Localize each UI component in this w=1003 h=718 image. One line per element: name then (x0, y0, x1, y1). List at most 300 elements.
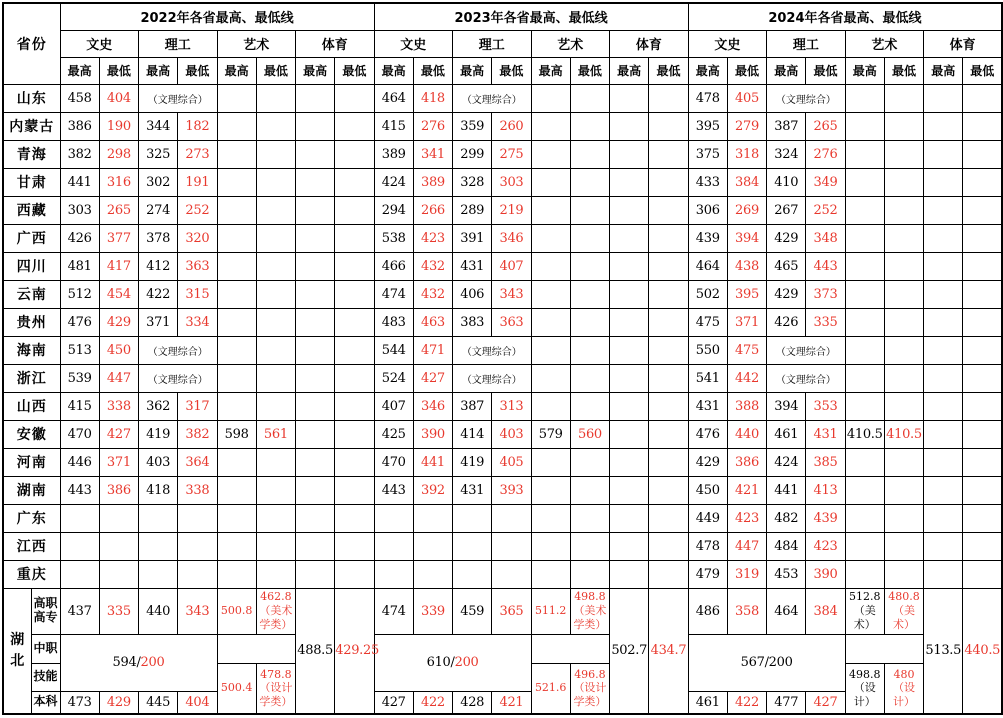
score-cell (884, 224, 923, 252)
score-cell: 415 (374, 112, 413, 140)
score-cell: 464 (374, 84, 413, 112)
score-cell (963, 448, 1002, 476)
score-cell (963, 84, 1002, 112)
score-cell (845, 280, 884, 308)
score-cell (884, 560, 923, 588)
score-cell (374, 532, 413, 560)
score-cell: 418 (413, 84, 452, 112)
score-cell (256, 364, 295, 392)
score-cell (845, 84, 884, 112)
combined-note-cell: （文理综合） (767, 336, 846, 364)
score-cell: 371 (727, 308, 766, 336)
score-cell: 302 (139, 168, 178, 196)
min-score-header: 最低 (492, 57, 531, 84)
score-cell: 478 (688, 84, 727, 112)
score-cell (610, 224, 649, 252)
score-cell (570, 224, 609, 252)
score-cell (845, 504, 884, 532)
art-score-cell (570, 588, 609, 634)
year-group-title: 2024年各省最高、最低线 (688, 3, 1002, 30)
score-cell (963, 224, 1002, 252)
subject-header: 体育 (924, 30, 1003, 57)
score-cell (531, 168, 570, 196)
score-cell (649, 364, 688, 392)
score-cell (178, 504, 217, 532)
empty-art-cell (845, 634, 924, 663)
score-cell (610, 336, 649, 364)
score-cell (570, 280, 609, 308)
score-cell: 339 (413, 588, 452, 634)
score-cell: 461 (688, 691, 727, 714)
score-cell: 513 (60, 336, 99, 364)
score-cell: 373 (806, 280, 845, 308)
score-cell: 382 (60, 140, 99, 168)
score-cell (963, 420, 1002, 448)
score-cell (924, 504, 963, 532)
score-cell: 346 (413, 392, 452, 420)
score-cell (845, 364, 884, 392)
score-cell: 294 (374, 196, 413, 224)
score-cell (610, 84, 649, 112)
score-cell: 341 (413, 140, 452, 168)
score-cell (217, 476, 256, 504)
score-cell (924, 308, 963, 336)
score-cell (924, 336, 963, 364)
score-cell: 386 (60, 112, 99, 140)
score-cell: 316 (99, 168, 138, 196)
score-cell: 421 (727, 476, 766, 504)
score-cell (296, 140, 335, 168)
score-cell: 353 (806, 392, 845, 420)
art-score-cell (884, 588, 923, 634)
combined-note-cell: （文理综合） (453, 336, 532, 364)
score-cell: 317 (178, 392, 217, 420)
score-cell: 432 (413, 280, 452, 308)
score-cell: 458 (60, 84, 99, 112)
score-cell: 325 (139, 140, 178, 168)
score-cell (963, 392, 1002, 420)
score-cell: 389 (374, 140, 413, 168)
score-cell: 441 (767, 476, 806, 504)
score-cell (610, 476, 649, 504)
score-cell: 561 (256, 420, 295, 448)
score-cell (296, 364, 335, 392)
score-cell: 313 (492, 392, 531, 420)
score-cell (453, 560, 492, 588)
score-cell: 450 (688, 476, 727, 504)
score-cell: 306 (688, 196, 727, 224)
score-cell: 303 (60, 196, 99, 224)
score-cell (335, 448, 374, 476)
art-score-cell (256, 588, 295, 634)
score-cell (570, 140, 609, 168)
score-text: 462.8（美术学类） (259, 590, 293, 631)
max-score-header: 最高 (217, 57, 256, 84)
subrow-label: 中职 (31, 634, 60, 663)
score-cell: 474 (374, 280, 413, 308)
province-label: 安徽 (3, 420, 60, 448)
score-cell (649, 448, 688, 476)
sports-score-cell: 434.7 (649, 588, 688, 714)
score-cell: 464 (688, 252, 727, 280)
score-cell: 429 (99, 308, 138, 336)
score-cell (924, 280, 963, 308)
score-cell: 390 (413, 420, 452, 448)
score-cell: 441 (413, 448, 452, 476)
score-cell (610, 308, 649, 336)
score-cell: 387 (767, 112, 806, 140)
score-cell (296, 532, 335, 560)
score-cell: 433 (688, 168, 727, 196)
score-cell: 538 (374, 224, 413, 252)
score-cell (531, 504, 570, 532)
max-score-header: 最高 (296, 57, 335, 84)
score-cell (570, 476, 609, 504)
score-cell (924, 560, 963, 588)
score-cell (610, 280, 649, 308)
score-cell (60, 560, 99, 588)
sports-score-cell: 429.25 (335, 588, 374, 714)
score-cell (256, 476, 295, 504)
score-cell: 465 (767, 252, 806, 280)
score-cell (845, 252, 884, 280)
score-cell: 371 (99, 448, 138, 476)
table-row (3, 588, 1002, 634)
score-text: 498.8（美术学类） (573, 590, 607, 631)
score-cell (963, 196, 1002, 224)
score-cell (963, 280, 1002, 308)
score-cell: 274 (139, 196, 178, 224)
art-score-cell: 500.4 (217, 663, 256, 714)
score-cell (884, 280, 923, 308)
score-cell (610, 532, 649, 560)
score-cell: 403 (492, 420, 531, 448)
score-cell (453, 504, 492, 532)
score-cell (492, 532, 531, 560)
table-row (3, 560, 1002, 588)
score-cell (531, 140, 570, 168)
score-cell (296, 84, 335, 112)
min-score-header: 最低 (649, 57, 688, 84)
table-row (3, 392, 1002, 420)
score-cell: 389 (413, 168, 452, 196)
score-cell: 338 (178, 476, 217, 504)
score-cell: 482 (767, 504, 806, 532)
province-label: 山东 (3, 84, 60, 112)
combined-note-cell: （文理综合） (453, 364, 532, 392)
empty-art-cell (217, 634, 296, 663)
score-cell (296, 168, 335, 196)
score-cell (139, 532, 178, 560)
score-cell (99, 504, 138, 532)
score-cell (649, 280, 688, 308)
max-score-header: 最高 (531, 57, 570, 84)
score-cell: 394 (767, 392, 806, 420)
score-cell (217, 168, 256, 196)
score-cell: 267 (767, 196, 806, 224)
score-cell: 393 (492, 476, 531, 504)
min-score-header: 最低 (413, 57, 452, 84)
score-cell: 392 (413, 476, 452, 504)
score-cell: 447 (99, 364, 138, 392)
score-cell (531, 84, 570, 112)
score-cell (296, 280, 335, 308)
score-cell: 386 (99, 476, 138, 504)
score-cell (335, 420, 374, 448)
score-cell (217, 84, 256, 112)
score-cell: 479 (688, 560, 727, 588)
score-cell (884, 504, 923, 532)
province-label: 河南 (3, 448, 60, 476)
score-cell (924, 448, 963, 476)
table-row (3, 420, 1002, 448)
score-cell (570, 532, 609, 560)
score-cell (924, 112, 963, 140)
score-cell: 429 (767, 224, 806, 252)
score-cell (217, 140, 256, 168)
score-cell: 466 (374, 252, 413, 280)
score-cell (963, 532, 1002, 560)
province-label: 贵州 (3, 308, 60, 336)
score-cell (610, 168, 649, 196)
score-cell (531, 252, 570, 280)
score-cell: 431 (453, 476, 492, 504)
score-cell: 390 (806, 560, 845, 588)
score-text: 500.8 (220, 604, 253, 618)
score-cell: 502 (688, 280, 727, 308)
score-cell (335, 476, 374, 504)
score-cell (335, 336, 374, 364)
min-score-header: 最低 (335, 57, 374, 84)
score-cell: 414 (453, 420, 492, 448)
score-cell: 349 (806, 168, 845, 196)
score-cell: 359 (453, 112, 492, 140)
score-cell: 405 (492, 448, 531, 476)
score-cell: 378 (139, 224, 178, 252)
min-score-header: 最低 (256, 57, 295, 84)
subrow-label: 技能 (31, 663, 60, 691)
score-cell (217, 280, 256, 308)
score-cell (531, 280, 570, 308)
score-cell (963, 504, 1002, 532)
province-label: 湖南 (3, 476, 60, 504)
min-score-header: 最低 (963, 57, 1002, 84)
score-cell (610, 112, 649, 140)
score-cell: 363 (492, 308, 531, 336)
score-cell: 432 (413, 252, 452, 280)
min-score-header: 最低 (884, 57, 923, 84)
score-cell: 471 (413, 336, 452, 364)
subject-header: 文史 (60, 30, 139, 57)
province-label: 广西 (3, 224, 60, 252)
score-cell (217, 504, 256, 532)
combined-note-cell: （文理综合） (139, 364, 218, 392)
score-cell (217, 560, 256, 588)
score-cell (924, 364, 963, 392)
table-row (3, 634, 1002, 663)
score-cell (610, 448, 649, 476)
score-cell: 427 (99, 420, 138, 448)
score-cell (649, 84, 688, 112)
score-cell (570, 364, 609, 392)
score-text: 594/ (112, 655, 141, 670)
subject-header: 理工 (453, 30, 532, 57)
score-cell (924, 476, 963, 504)
score-cell (99, 560, 138, 588)
score-cell: 424 (374, 168, 413, 196)
score-cell (335, 112, 374, 140)
score-cell: 461 (767, 420, 806, 448)
score-cell: 470 (374, 448, 413, 476)
score-cell: 417 (99, 252, 138, 280)
score-cell: 386 (727, 448, 766, 476)
score-cell (570, 196, 609, 224)
score-cell (884, 168, 923, 196)
score-cell: 384 (806, 588, 845, 634)
score-cell: 335 (806, 308, 845, 336)
score-cell: 338 (99, 392, 138, 420)
score-cell (374, 560, 413, 588)
score-cell (217, 112, 256, 140)
table-row (3, 112, 1002, 140)
score-text: 512.8（美术） (849, 590, 881, 631)
score-cell (256, 196, 295, 224)
score-cell: 443 (60, 476, 99, 504)
score-cell: 377 (99, 224, 138, 252)
score-cell: 346 (492, 224, 531, 252)
score-cell: 426 (60, 224, 99, 252)
province-label: 浙江 (3, 364, 60, 392)
combined-note-cell: （文理综合） (139, 84, 218, 112)
score-cell: 426 (767, 308, 806, 336)
score-cell (335, 364, 374, 392)
score-cell (884, 532, 923, 560)
score-table-body (3, 3, 1002, 714)
score-cell: 463 (413, 308, 452, 336)
score-cell (570, 84, 609, 112)
score-cell (884, 252, 923, 280)
score-cell: 481 (60, 252, 99, 280)
score-cell (963, 252, 1002, 280)
score-cell (256, 84, 295, 112)
score-cell (217, 448, 256, 476)
score-cell: 343 (178, 588, 217, 634)
score-cell: 475 (688, 308, 727, 336)
score-cell: 364 (178, 448, 217, 476)
score-cell (924, 532, 963, 560)
score-cell (99, 532, 138, 560)
score-cell: 395 (688, 112, 727, 140)
score-cell: 439 (806, 504, 845, 532)
score-cell (296, 336, 335, 364)
score-cell: 265 (806, 112, 845, 140)
score-cell (217, 532, 256, 560)
subject-header: 理工 (767, 30, 846, 57)
score-cell (335, 280, 374, 308)
max-score-header: 最高 (374, 57, 413, 84)
art-score-cell: 496.8（设计学类） (570, 663, 609, 714)
score-cell (884, 84, 923, 112)
score-cell (649, 560, 688, 588)
score-cell (884, 112, 923, 140)
score-cell: 387 (453, 392, 492, 420)
table-row (3, 448, 1002, 476)
score-cell (296, 252, 335, 280)
art-score-cell: 498.8（设计） (845, 663, 884, 714)
score-cell (531, 224, 570, 252)
score-cell: 512 (60, 280, 99, 308)
sports-score-cell: 502.7 (610, 588, 649, 714)
score-cell: 428 (453, 691, 492, 714)
max-score-header: 最高 (767, 57, 806, 84)
table-row (3, 308, 1002, 336)
score-cell: 319 (727, 560, 766, 588)
table-row (3, 476, 1002, 504)
table-row (3, 280, 1002, 308)
score-cell: 453 (767, 560, 806, 588)
score-cell (178, 532, 217, 560)
score-cell (335, 392, 374, 420)
score-cell (335, 140, 374, 168)
score-text: 480.8（美术） (888, 590, 920, 631)
province-label: 江西 (3, 532, 60, 560)
score-cell (413, 560, 452, 588)
score-cell (845, 224, 884, 252)
subject-header: 艺术 (531, 30, 610, 57)
score-cell: 486 (688, 588, 727, 634)
score-cell (845, 392, 884, 420)
score-cell: 410 (767, 168, 806, 196)
score-cell: 252 (806, 196, 845, 224)
score-cell (256, 308, 295, 336)
score-cell (924, 84, 963, 112)
score-cell: 476 (60, 308, 99, 336)
score-cell (963, 336, 1002, 364)
score-cell: 407 (374, 392, 413, 420)
score-cell: 422 (413, 691, 452, 714)
mid-merged-score-cell (688, 634, 845, 691)
score-cell (963, 308, 1002, 336)
sports-score-cell: 488.5 (296, 588, 335, 714)
score-cell (570, 504, 609, 532)
score-cell: 265 (99, 196, 138, 224)
score-text: 610/ (426, 655, 455, 670)
min-score-header: 最低 (727, 57, 766, 84)
score-cell: 447 (727, 532, 766, 560)
score-cell (178, 560, 217, 588)
score-cell (296, 392, 335, 420)
score-cell (649, 168, 688, 196)
score-cell (649, 112, 688, 140)
score-cell (296, 420, 335, 448)
table-row (3, 3, 1002, 30)
score-cell (649, 252, 688, 280)
table-row (3, 57, 1002, 84)
score-cell (610, 140, 649, 168)
table-row (3, 168, 1002, 196)
score-cell: 344 (139, 112, 178, 140)
score-cell (924, 168, 963, 196)
score-cell: 475 (727, 336, 766, 364)
score-cell (217, 392, 256, 420)
min-score-header: 最低 (806, 57, 845, 84)
score-cell (924, 392, 963, 420)
score-cell: 413 (806, 476, 845, 504)
score-cell (845, 532, 884, 560)
province-label: 海南 (3, 336, 60, 364)
score-cell: 406 (453, 280, 492, 308)
score-cell (610, 504, 649, 532)
